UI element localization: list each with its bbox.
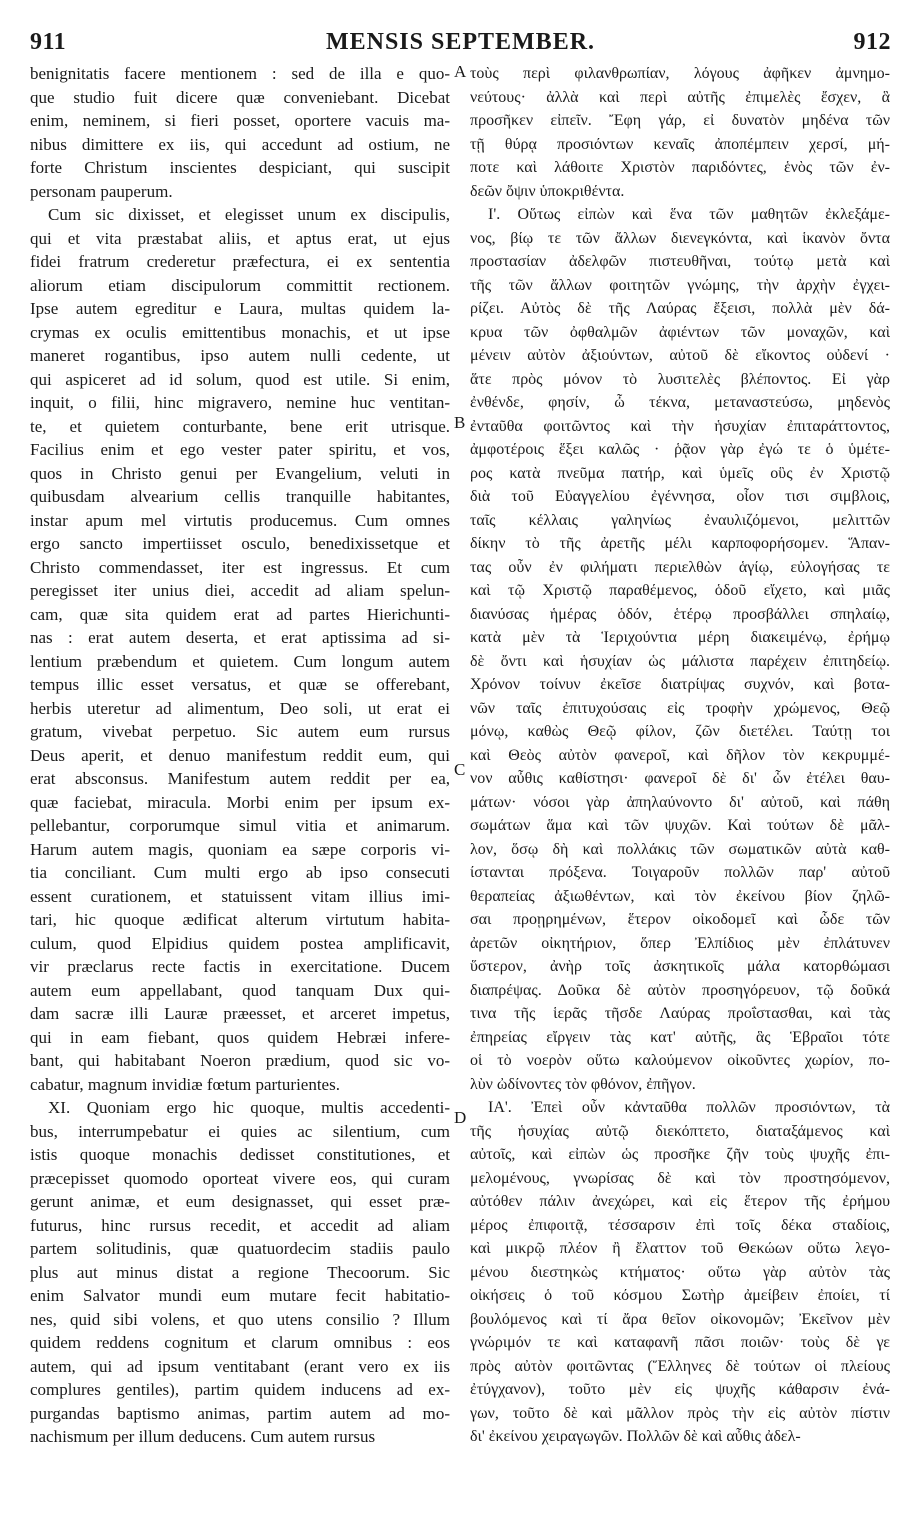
- text-line: μόνῳ, καθὼς Θεῷ φίλον, ζῶν διετέλει. Ταύτῃ τοι: [470, 723, 890, 740]
- text-line: καὶ τῷ Χριστῷ παραθέμενος, ὁδοῦ εἴχετο, καὶ μιᾶς: [470, 582, 890, 599]
- text-line: νῶν ταῖς ἐπιτυχούσαις εἰς τροφὴν χρώμενος, Θεῷ: [470, 699, 890, 717]
- text-line: autem, qui ad ipsum ventitabant (erant vero ex iis: [30, 1356, 450, 1376]
- text-line: partem solitudinis, quæ quatuordecim stadiis paulo: [30, 1239, 450, 1258]
- text-line: αὐτόθεν πάλιν ἀνεχώρει, καὶ εἰς ἕτερον τῆς ἐρήμου: [470, 1193, 890, 1210]
- page-title: MENSIS SEPTEMBER.: [325, 29, 596, 55]
- text-line: inquit, o filii, hinc migravero, nemine huc ventitan-: [30, 393, 450, 412]
- text-line: quidem reddens cognitum et clarum omnibus : eos: [30, 1333, 450, 1352]
- text-line: que studio fuit dicere quæ conveniebant. Dicebat: [30, 87, 450, 107]
- text-line: bus, interrumpebatur ei quies ac silentium, cum: [30, 1121, 450, 1141]
- text-line: Cum sic dixisset, et elegisset unum ex discipulis,: [48, 205, 450, 224]
- text-line: cabatur, magnum invidiæ fœtum parturientes.: [30, 1074, 340, 1094]
- margin-letter-a: A: [454, 62, 467, 81]
- text-line: tari, hic quoque ædificat alterum virtutum habita-: [30, 910, 450, 929]
- text-line: nes, quid sibi volens, et quo utens consilio ? Illum: [30, 1309, 450, 1329]
- text-line: ἐνθένδε, φησίν, ὦ τέκνα, μεταναστεύσω, μηδενὸς: [470, 394, 890, 411]
- right-column-number: 912: [853, 29, 891, 55]
- greek-column: [470, 62, 890, 1449]
- text-line: Ι'. Οὕτως εἰπὼν καὶ ἕνα τῶν μαθητῶν ἐκλεξάμε-: [488, 206, 890, 223]
- text-line: cam, quæ sita quidem erat ad partes Hierichunti-: [30, 604, 450, 624]
- text-line: istis quoque monachis dedisset constitutiones, et: [30, 1145, 450, 1164]
- text-line: Χρόνον τοίνυν ἐκεῖσε διατρίψας συχνόν, καὶ βοτα-: [470, 676, 890, 693]
- text-line: benignitatis facere mentionem : sed de illa e quo-: [30, 64, 450, 83]
- margin-letter-d: D: [454, 1108, 467, 1127]
- text-line: herbis uteretur ad alimentum, Deo soli, ut erat ei: [30, 698, 450, 718]
- text-line: μελομένους, γνωρίσας δὲ καὶ τὸν προστησόμενον,: [470, 1169, 890, 1187]
- text-line: διὰ τοῦ Εὐαγγελίου ἐγέννησα, οἷον τισι σιμβλοις,: [470, 488, 890, 505]
- text-line: θεραπείας ἀξιωθέντων, καὶ τὸν ἐκείνου βίον ζηλῶ-: [470, 887, 890, 905]
- text-line: Ipse autem egreditur e Laura, multas quidem la-: [30, 299, 450, 318]
- text-line: δὲ ὄντι καὶ ἡσυχίαν ὡς μάλιστα παρέχειν ἐπιτηδείῳ.: [470, 652, 890, 670]
- text-line: πρὸς αὐτὸν φοιτῶντας (Ἕλληνες δὲ τούτων οἱ πλείους: [470, 1357, 890, 1375]
- text-line: νος, βίῳ τε τῶν ἄλλων διενεγκόντα, καὶ ἱκανὸν ὄντα: [470, 229, 890, 247]
- text-line: vir præclarus recte factis in exercitatione. Ducem: [30, 957, 450, 976]
- text-line: διαπρέψας. Δοῦκα δὲ αὐτὸν προσηγόρευον, τῷ δοῦκά: [470, 981, 890, 999]
- text-line: peregisset iter unius diei, accedit ad aliam spelun-: [30, 581, 450, 600]
- text-line: Deus aperit, et denuo manifestum reddit eum, qui: [30, 745, 450, 765]
- text-line: bant, qui habitabant Noeron prædium, quod sic vo-: [30, 1051, 450, 1070]
- text-line: Harum autem magis, quoniam ea sæpe corporis vi-: [30, 839, 450, 859]
- text-line: οἰκήσεις ὁ τοῦ κόσμου Σωτὴρ ἀμείβειν ἐποίει, τί: [470, 1287, 890, 1304]
- text-line: λὺν ὠδίνοντες τὸν φθόνον, ἐπῆγον.: [470, 1075, 696, 1093]
- text-line: τῆς ἡσυχίας αὐτῷ διεκόπτετο, διαταξάμενος καὶ: [470, 1122, 890, 1140]
- text-line: autem eum appellabant, quod tanquam Dux qui-: [30, 980, 450, 1000]
- text-line: βουλόμενος καὶ τί ἄρα θεῖον οἰκονομῶν; Ἐκεῖνον μὲν: [470, 1310, 890, 1328]
- text-line: qui et vita præstabat aliis, et aptus erat, ut ejus: [30, 228, 450, 248]
- text-line: ἐτύγχανον), τοῦτο μὲν εἰς ψυχῆς κάθαρσιν ἐνά-: [470, 1381, 890, 1398]
- text-line: ίστανται πρόξενα. Τοιγαροῦν πολλῶν παρ' αὐτοῦ: [470, 864, 890, 881]
- text-line: νεύτους· ἀλλὰ καὶ περὶ αὐτῆς ἐπιμελὲς ἔσχεν, ἃ: [470, 88, 890, 106]
- text-line: maneret rogantibus, ipso autem nulli cedente, ut: [30, 346, 450, 365]
- text-line: προσῆκεν εἰπεῖν. Ἔφη γάρ, εἰ δυνατὸν μηδένα τῶν: [470, 112, 890, 129]
- text-line: μάτων· νόσοι γὰρ ἀπηλαύνοντο δι' αὐτοῦ, καὶ πάθη: [470, 793, 890, 811]
- text-line: τῇ θύρᾳ προσιόντων κεναῖς ἀποπέμπειν χερσί, μή-: [470, 135, 890, 153]
- text-line: νον αὖθις καθίστησι· φανεροῖ δὲ δι' ὧν ἐτέλει θαυ-: [470, 770, 890, 787]
- text-line: δι' ἐκείνου χειραγωγῶν. Πολλῶν δὲ καὶ αὖθις ἀδελ-: [470, 1428, 801, 1445]
- text-line: lentium præbendum et quietem. Cum longum autem: [30, 651, 450, 671]
- text-line: σαι προῃρημένων, ἕτερον οἰκοδομεῖ καὶ ὧδε τῶν: [470, 911, 890, 928]
- text-line: προστασίαν ἀδελφῶν πιστευθῆναι, τούτῳ μετὰ καὶ: [470, 253, 890, 270]
- text-line: λον, ὅσῳ δὴ καὶ πολλάκις τῶν σωματικῶν αὐτὰ καθ-: [470, 840, 890, 858]
- text-line: quæ faciebat, miracula. Morbi enim per ipsum ex-: [30, 792, 450, 812]
- text-line: tia conciliant. Cum multi ergo ab ipso consecuti: [30, 863, 450, 882]
- text-line: pellebantur, corporumque simul vitia et animarum.: [30, 816, 450, 835]
- text-line: quos in Christo genui per Evangelium, veluti in: [30, 463, 450, 483]
- text-line: μέρος ἐπιφοιτᾷ, τέσσαρσιν ἐπὶ τοῖς δέκα σταδίοις,: [470, 1216, 890, 1234]
- text-line: καὶ μικρῷ πλέον ἢ ἔλαττον τοῦ Θεκώων οὕτω λεγο-: [470, 1240, 890, 1257]
- text-line: gerunt animæ, et eum designasset, qui esset præ-: [30, 1192, 450, 1211]
- text-line: ergo sancto impertiisset osculo, benedixissetque et: [30, 534, 450, 553]
- text-line: quibusdam alvearium cellis tranquille habitantes,: [30, 487, 450, 506]
- text-line: crymas ex oculis emittentibus monachis, et ut ipse: [30, 322, 450, 342]
- margin-letter-c: C: [454, 760, 466, 779]
- text-line: κρυα τῶν ὀφθαλμῶν ἀφιέντων τῶν μοναχῶν, καὶ: [470, 323, 890, 341]
- text-line: δεῶν ὄψιν ὑποκριθέντα.: [470, 182, 625, 200]
- text-line: ποτε καὶ λάθοιτε Χριστὸν παριδόντες, ἑνὸς τῶν ἐν-: [470, 159, 890, 176]
- text-line: ταῖς κέλλαις γαληνίως ἐναυλιζόμενοι, μελιττῶν: [470, 511, 890, 529]
- text-line: οἱ τὸ νοερὸν οὕτω καλούμενον οἰκοῦντες χωρίον, πο-: [470, 1052, 890, 1069]
- text-line: culum, quod Elpidius quidem postea amplificavit,: [30, 933, 450, 953]
- text-line: aliorum etiam discipulorum committit rectionem.: [30, 275, 450, 295]
- text-line: ἀρετῶν οἰκητήριον, ὅπερ Ἐλπίδιος μὲν ἐπλάτυνεν: [470, 934, 890, 952]
- text-line: gratum, vivebat perpetuo. Sic autem eum rursus: [30, 722, 450, 741]
- text-line: nachismum per illum deducens. Cum autem rursus: [30, 1427, 376, 1446]
- text-line: ἀμφοτέροις ἕξει καλῶς · ῥᾷον γὰρ ἐγώ τε ὁ ὑμέτε-: [470, 441, 890, 458]
- text-line: qui aspiceret ad id solum, quod est utile. Si enim,: [30, 369, 450, 389]
- text-line: nas : erat autem deserta, et erat aptissima ad si-: [30, 628, 450, 647]
- text-line: γων, τοῦτο δὲ καὶ μᾶλλον πρὸς τὴν εἰς αὐτὸν πίστιν: [470, 1404, 890, 1422]
- text-line: enim Salvator mundi eum mutare fecit habitatio-: [30, 1286, 450, 1305]
- text-line: τῆς τῶν ἄλλων φοιτητῶν γνώμης, τὴν ἀρχὴν ἐγχει-: [470, 276, 890, 294]
- text-line: complures gentiles), partim quidem inducens ad ex-: [30, 1380, 450, 1399]
- text-line: διανύσας ἡμέρας ὁδόν, ἑτέρῳ προσβάλλει σπηλαίῳ,: [470, 605, 890, 623]
- text-line: enim, neminem, si fieri posset, oportere vacuis ma-: [30, 111, 450, 130]
- text-line: plus aut minus distat a regione Thecoorum. Sic: [30, 1262, 450, 1282]
- margin-letter-b: B: [454, 413, 466, 432]
- text-line: forte Christum inscientes despiciant, qui suscipit: [30, 158, 450, 177]
- text-line: τοὺς περὶ φιλανθρωπίαν, λόγους ἀφῆκεν ἀμνημο-: [470, 65, 890, 82]
- text-line: futurus, hinc rursus recedit, et accedit ad aliam: [30, 1215, 450, 1235]
- left-column-number: 911: [30, 29, 67, 55]
- text-line: Facilius enim et ego vester pater spiritu, et vos,: [30, 440, 450, 459]
- text-line: ἐνταῦθα φοιτῶντος καὶ τὴν ἡσυχίαν ἐπιταράττοντος,: [470, 417, 890, 435]
- text-line: μένειν αὐτὸν ἀξιούντων, αὐτοῦ δὲ εἴκοντος οὐδενί ·: [470, 347, 890, 364]
- text-line: ὕστερον, ἀνὴρ τοῖς ἀσκητικοῖς μάλα κατορθώμασι: [470, 958, 890, 975]
- text-line: ἐπηρείας εἴργειν τὰς κατ' αὐτῆς, ἃς Ἑβραῖοι τότε: [470, 1028, 890, 1046]
- text-line: essent curationem, et statuissent vitam illius imi-: [30, 886, 450, 906]
- text-line: ρίζει. Αὐτὸς δὲ τῆς Λαύρας ἔξεισι, πολλὰ μὲν δά-: [470, 300, 890, 317]
- latin-column: [30, 62, 450, 1449]
- text-line: καὶ Θεὸς αὐτὸν φανεροῖ, καὶ δῆλον τὸν κεκρυμμέ-: [470, 746, 890, 764]
- text-line: κατὰ μὲν τὰ Ἱεριχούντια μέρη διακειμένῳ, ἐρήμῳ: [470, 629, 890, 646]
- text-line: μένου διεστηκὼς κτήματος· οὕτω γὰρ αὐτὸν τὰς: [470, 1263, 890, 1281]
- text-line: Christo commendasset, iter est ingressus. Et cum: [30, 557, 450, 577]
- text-line: fidei fratrum crederetur præfectura, ei ex sententia: [30, 252, 450, 271]
- text-line: τας οὖν ἐν φιλήματι περιελθὼν ἁγίῳ, εὐλογήσας τε: [470, 558, 890, 576]
- text-line: ΙΑ'. Ἐπεὶ οὖν κἀνταῦθα πολλῶν προσιόντων, τὰ: [488, 1099, 890, 1116]
- text-line: præcepisset quomodo oporteat vivere eos, qui curam: [30, 1168, 450, 1188]
- text-line: γνώριμόν τε καὶ καταφανῆ πᾶσι ποιῶν· τοὺς δὲ γε: [470, 1334, 890, 1351]
- text-line: purgandas baptismo animas, partim autem ad mo-: [30, 1403, 450, 1423]
- text-line: qui in eam fiebant, quos quidem Hebræi infere-: [30, 1027, 450, 1047]
- text-line: tempus illic esset versatus, et quæ se offerebant,: [30, 675, 450, 694]
- text-line: ἅτε πρὸς μόνον τὸ λυσιτελὲς βλέποντος. Εἰ γὰρ: [470, 370, 890, 388]
- text-line: αὐτοῖς, καὶ εἰπὼν ὡς προσῆκε ζῆν τοὺς ψυχῆς ἐπι-: [470, 1146, 890, 1163]
- text-line: δίκην τὸ τῆς ἀρετῆς μέλι καρποφορήσομεν. Ἅπαν-: [470, 535, 890, 552]
- text-line: instar apum mel virtutis producemus. Cum omnes: [30, 510, 450, 530]
- text-line: ρος κατὰ πνεῦμα πατήρ, καὶ ὑμεῖς οὓς ἐν Χριστῷ: [470, 464, 890, 482]
- text-line: nibus dimittere ex iis, qui accedunt ad ostium, ne: [30, 134, 450, 154]
- text-line: XI. Quoniam ergo hic quoque, multis accedenti-: [48, 1098, 450, 1117]
- text-line: dam sacræ illi Lauræ præesset, et arceret impetus,: [30, 1004, 450, 1023]
- text-line: personam pauperum.: [30, 181, 173, 201]
- text-line: te, et quietem conturbante, bene erit utrisque.: [30, 416, 450, 436]
- text-line: σωμάτων ἅμα καὶ τῶν ψυχῶν. Καὶ τούτων δὲ μᾶλ-: [470, 817, 890, 834]
- text-line: τινα τῆς ἱερᾶς τῆσδε Λαύρας προΐστασθαι, καὶ τὰς: [470, 1005, 890, 1022]
- text-line: erat absconsus. Manifestum autem reddit per ea,: [30, 769, 450, 788]
- page-header: [0, 0, 921, 60]
